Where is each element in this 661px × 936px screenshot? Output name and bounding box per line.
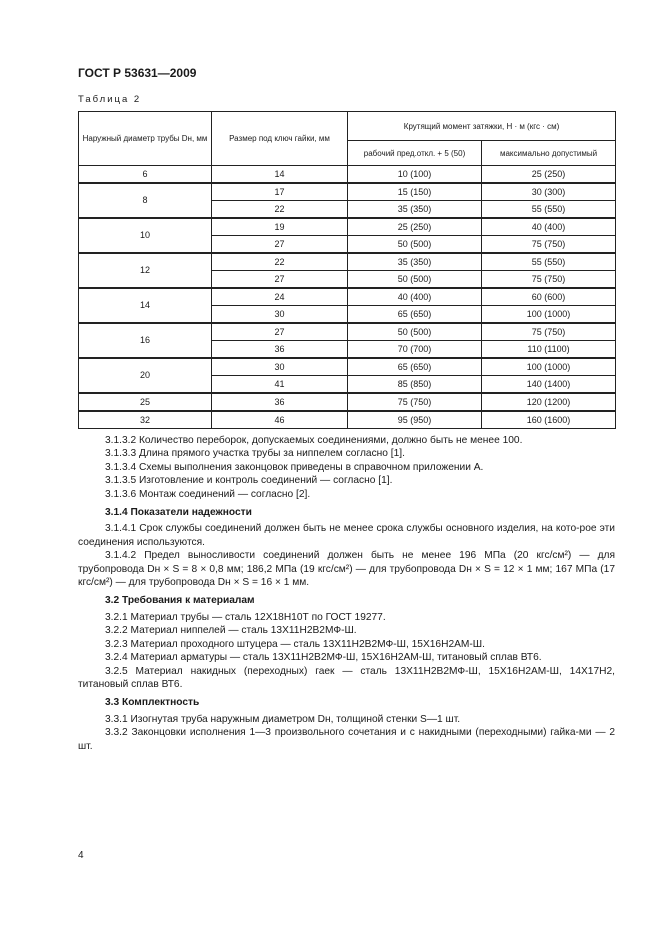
cell-max-torque: 75 (750)	[482, 271, 616, 289]
paragraph: 3.3.1 Изогнутая труба наружным диаметром Dн, толщиной стенки S—1 шт.	[105, 713, 461, 725]
col-header-working: рабочий пред.откл. + 5 (50)	[348, 141, 482, 166]
cell-wrench-size: 27	[212, 271, 348, 289]
cell-working-torque: 40 (400)	[348, 288, 482, 306]
table-row	[79, 411, 616, 429]
cell-diameter: 14	[79, 288, 212, 323]
cell-wrench-size: 41	[212, 376, 348, 394]
table-row	[79, 218, 616, 236]
cell-diameter: 32	[79, 411, 212, 429]
table-row	[79, 166, 616, 184]
cell-diameter: 10	[79, 218, 212, 253]
cell-max-torque: 110 (1100)	[482, 341, 616, 359]
paragraph: 3.2.3 Материал проходного штуцера — сталь 13Х11Н2В2МФ-Ш, 15Х16Н2АМ-Ш.	[105, 638, 485, 650]
cell-max-torque: 75 (750)	[482, 236, 616, 254]
cell-max-torque: 140 (1400)	[482, 376, 616, 394]
cell-diameter: 12	[79, 253, 212, 288]
cell-diameter: 8	[79, 183, 212, 218]
cell-working-torque: 35 (350)	[348, 253, 482, 271]
cell-working-torque: 75 (750)	[348, 393, 482, 411]
body-text	[78, 434, 615, 753]
cell-wrench-size: 36	[212, 393, 348, 411]
cell-max-torque: 55 (550)	[482, 201, 616, 219]
torque-table	[78, 111, 616, 429]
cell-working-torque: 85 (850)	[348, 376, 482, 394]
document-header: ГОСТ Р 53631—2009	[78, 66, 197, 80]
table-row	[79, 323, 616, 341]
cell-working-torque: 95 (950)	[348, 411, 482, 429]
col-header-diameter: Наружный диаметр трубы Dн, мм	[79, 112, 212, 166]
col-header-wrench-size: Размер под ключ гайки, мм	[212, 112, 348, 166]
cell-diameter: 20	[79, 358, 212, 393]
cell-max-torque: 40 (400)	[482, 218, 616, 236]
cell-max-torque: 100 (1000)	[482, 306, 616, 324]
table-row	[79, 393, 616, 411]
cell-max-torque: 25 (250)	[482, 166, 616, 184]
cell-wrench-size: 17	[212, 183, 348, 201]
cell-max-torque: 160 (1600)	[482, 411, 616, 429]
table-body	[79, 166, 616, 429]
cell-working-torque: 65 (650)	[348, 306, 482, 324]
paragraph: 3.2.1 Материал трубы — сталь 12Х18Н10Т по ГОСТ 19277.	[105, 611, 386, 623]
table-row	[79, 183, 616, 201]
table-row	[79, 253, 616, 271]
cell-wrench-size: 19	[212, 218, 348, 236]
paragraph: 3.1.3.5 Изготовление и контроль соединений — согласно [1].	[105, 475, 393, 487]
cell-working-torque: 65 (650)	[348, 358, 482, 376]
cell-working-torque: 10 (100)	[348, 166, 482, 184]
table-title: Таблица 2	[78, 94, 142, 105]
table-row	[79, 288, 616, 306]
cell-working-torque: 15 (150)	[348, 183, 482, 201]
cell-wrench-size: 14	[212, 166, 348, 184]
cell-wrench-size: 22	[212, 253, 348, 271]
paragraph: 3.2.2 Материал ниппелей — сталь 13Х11Н2В2МФ-Ш.	[105, 625, 357, 637]
cell-max-torque: 30 (300)	[482, 183, 616, 201]
cell-working-torque: 70 (700)	[348, 341, 482, 359]
cell-wrench-size: 27	[212, 236, 348, 254]
paragraph: 3.1.4.2 Предел выносливости соединений должен быть не менее 196 МПа (20 кгс/см²) — для трубопровода Dн × S = 8 × 0,8 мм; 186,2 МПа (19 кгс/см²) — для трубопровода Dн × S = 12 × 1 мм; 167 МПа (17 кгс/см²) — для трубопровода Dн × S = 16 × 1 мм.	[78, 550, 615, 589]
cell-working-torque: 50 (500)	[348, 323, 482, 341]
cell-wrench-size: 30	[212, 306, 348, 324]
cell-wrench-size: 30	[212, 358, 348, 376]
page-number: 4	[78, 850, 84, 861]
paragraph: 3.2.4 Материал арматуры — сталь 13Х11Н2В2МФ-Ш, 15Х16Н2АМ-Ш, титановый сплав ВТ6.	[105, 652, 542, 664]
paragraph: 3.1.4.1 Срок службы соединений должен быть не менее срока службы основного изделия, на кото-рое эти соединения используются.	[78, 523, 615, 548]
cell-diameter: 6	[79, 166, 212, 184]
paragraph: 3.3.2 Законцовки исполнения 1—3 произвольного сочетания и с накидными (переходными) гайка-ми — 2 шт.	[78, 727, 615, 752]
cell-wrench-size: 46	[212, 411, 348, 429]
cell-working-torque: 50 (500)	[348, 236, 482, 254]
cell-max-torque: 100 (1000)	[482, 358, 616, 376]
cell-working-torque: 25 (250)	[348, 218, 482, 236]
cell-max-torque: 55 (550)	[482, 253, 616, 271]
paragraph: 3.1.3.6 Монтаж соединений — согласно [2].	[105, 488, 311, 500]
cell-max-torque: 75 (750)	[482, 323, 616, 341]
col-header-maximum: максимально допустимый	[482, 141, 616, 166]
col-header-torque: Крутящий момент затяжки, Н · м (кгс · см)	[348, 112, 616, 141]
paragraph: 3.1.3.3 Длина прямого участка трубы за ниппелем согласно [1].	[105, 448, 405, 460]
section-heading: 3.1.4 Показатели надежности	[105, 507, 252, 519]
table-row	[79, 358, 616, 376]
section-heading: 3.3 Комплектность	[105, 697, 200, 709]
cell-max-torque: 120 (1200)	[482, 393, 616, 411]
section-heading: 3.2 Требования к материалам	[105, 595, 255, 607]
paragraph: 3.1.3.4 Схемы выполнения законцовок приведены в справочном приложении А.	[105, 461, 484, 473]
cell-wrench-size: 22	[212, 201, 348, 219]
cell-wrench-size: 36	[212, 341, 348, 359]
cell-max-torque: 60 (600)	[482, 288, 616, 306]
cell-diameter: 25	[79, 393, 212, 411]
paragraph: 3.2.5 Материал накидных (переходных) гаек — сталь 13Х11Н2В2МФ-Ш, 15Х16Н2АМ-Ш, 14Х17Н2, титановый сплав ВТ6.	[78, 665, 615, 690]
cell-wrench-size: 27	[212, 323, 348, 341]
cell-working-torque: 50 (500)	[348, 271, 482, 289]
cell-diameter: 16	[79, 323, 212, 358]
cell-wrench-size: 24	[212, 288, 348, 306]
paragraph: 3.1.3.2 Количество переборок, допускаемых соединениями, должно быть не менее 100.	[105, 435, 523, 446]
cell-working-torque: 35 (350)	[348, 201, 482, 219]
